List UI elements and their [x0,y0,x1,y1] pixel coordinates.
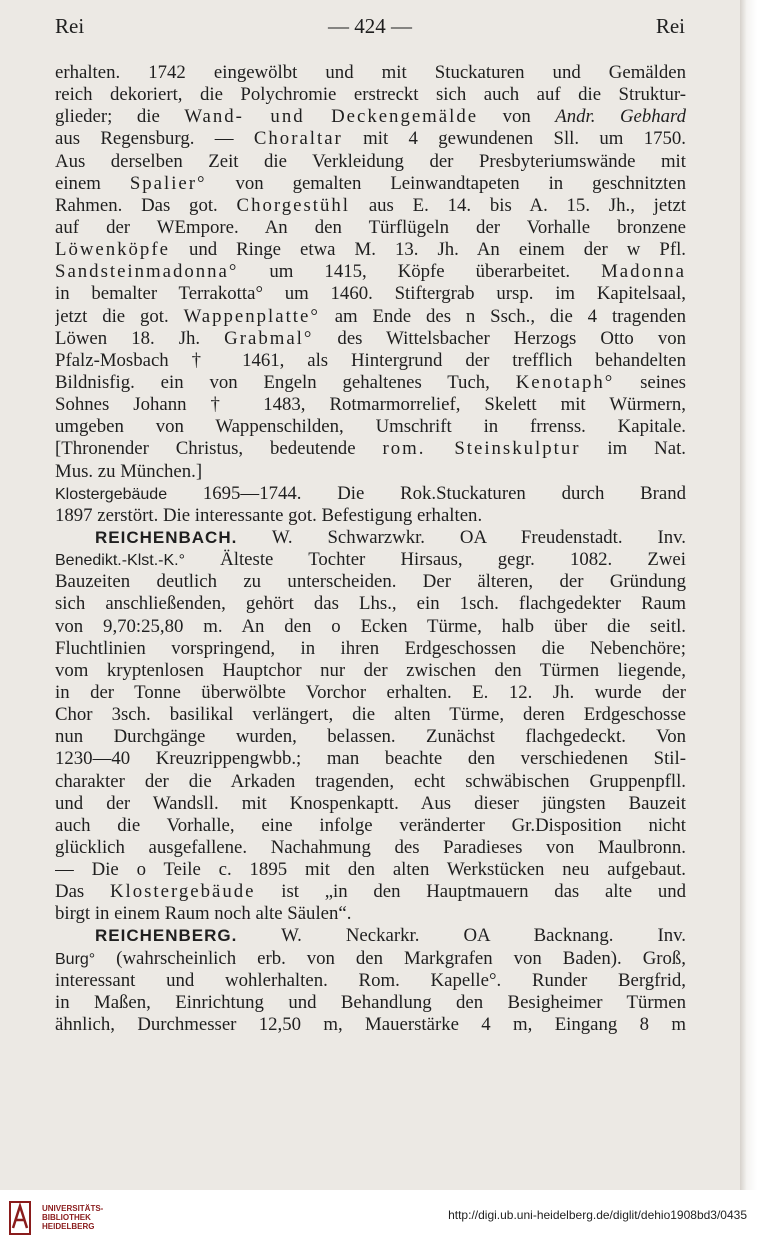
text-run: [Thronender Christus, bedeutende [55,438,383,460]
text-line [55,84,686,106]
emphasis-sp: Löwenköpfe [55,239,170,261]
text-run: von 9,70:25,80 m. An den o Ecken Türme, halb über die seitl. [55,615,686,637]
text-run: Bildnisfig. ein von Engeln gehaltenes Tuch, [55,371,516,393]
text-run: vom kryptenlosen Hauptchor nur der zwischen den Türmen liegende, [55,659,686,681]
text-line [55,527,686,549]
emphasis-sp: Klostergebäude [109,881,256,903]
text-run: seines [614,371,686,393]
text-run: 1897 zerstört. Die interessante got. Befestigung erhalten. [55,504,483,526]
text-line [55,128,686,150]
text-run: reich dekoriert, die Polychromie erstreckt sich auch auf die Struktur- [55,84,686,106]
text-line [55,970,686,992]
text-run: erhalten. 1742 eingewölbt und mit Stuckaturen und Gemälden [55,62,686,83]
text-run: aus E. 14. bis A. 15. Jh., jetzt [350,194,686,216]
text-line [55,106,686,128]
text-line [55,239,686,261]
emphasis-sans: Burg° [55,950,96,968]
text-run: des Wittelsbacher Herzogs Otto von [313,327,686,349]
body-text [55,62,686,1036]
text-run: Älteste Tochter Hirsaus, gegr. 1082. Zwei [185,549,686,571]
emphasis-hd: REICHENBERG. [95,926,238,946]
text-line [55,793,686,815]
text-line [55,461,686,483]
text-line [55,593,686,615]
text-line [55,992,686,1014]
text-run: von gemalten Leinwandtapeten in geschnitzten [206,172,686,194]
emphasis-sp: Grabmal° [224,327,314,349]
text-run: 1695—1744. Die Rok.Stuckaturen durch Brand [167,482,686,504]
header-left: Rei [55,14,85,38]
text-line [55,837,686,859]
emphasis-sp: Sandsteinmadonna° [55,261,239,283]
text-line [55,438,686,460]
text-run: Löwen 18. Jh. [55,327,225,349]
text-run: glieder; die [55,106,185,128]
text-run: interessant und wohlerhalten. Rom. Kapelle°. Runder Bergfrid, [55,969,686,991]
text-line [55,881,686,903]
text-line [55,306,686,328]
library-logo-icon [8,1200,32,1236]
text-line [55,328,686,350]
text-line [55,549,686,571]
text-run: um 1415, Köpfe überarbeitet. [238,261,602,283]
text-run: glücklich ausgefallene. Nachahmung des Paradieses von Maulbronn. [55,836,686,858]
text-run: in bemalter Terrakotta° um 1460. Stiftergrab ursp. im Kapitelsaal, [55,283,686,305]
text-run: Bauzeiten deutlich zu unterscheiden. Der älteren, der Gründung [55,571,686,593]
emphasis-sp: Wappenplatte° [183,305,320,327]
header-right: Rei [655,14,685,38]
text-run: aus Regensburg. — [55,128,254,150]
text-run: Sohnes Johann † 1483, Rotmarmorrelief, Skelett mit Würmern, [55,394,686,416]
page-number: — 424 — [328,14,412,38]
text-line [55,483,686,505]
text-run: in Maßen, Einrichtung und Behandlung den Besigheimer Türmen [55,991,686,1013]
emphasis-it: Andr. Gebhard [555,106,686,128]
text-line [55,726,686,748]
page-edge [740,0,757,1190]
library-name-line: UNIVERSITÄTS- [42,1204,104,1213]
text-run: Pfalz-Mosbach † 1461, als Hintergrund der trefflich behandelten [55,349,686,371]
text-run: einem [55,172,130,194]
text-run: und Ringe etwa M. 13. Jh. An einem der w Pfl. [169,239,686,261]
text-run: 1230—40 Kreuzrippengwbb.; man beachte den verschiedenen Stil- [55,748,686,770]
emphasis-sp: Choraltar [253,128,343,150]
text-line [55,616,686,638]
emphasis-sp: Spalier° [129,172,207,194]
emphasis-sans: Klostergebäude [55,485,168,503]
emphasis-sp: Madonna [601,261,686,283]
text-line [55,261,686,283]
running-header [55,14,685,44]
text-line [55,151,686,173]
text-run: und der Wandsll. mit Knospenkaptt. Aus dieser jüngsten Bauzeit [55,792,686,814]
text-line [55,195,686,217]
text-line [55,217,686,239]
text-line [55,173,686,195]
emphasis-sp: Kenotaph° [515,371,615,393]
emphasis-sans: Benedikt.-Klst.-K.° [55,552,185,570]
text-line [55,1014,686,1036]
text-line [55,660,686,682]
text-line [55,416,686,438]
text-run: Aus derselben Zeit die Verkleidung der Presbyteriumswände mit [55,150,686,172]
text-run: W. Neckarkr. OA Backnang. Inv. [237,925,686,947]
library-name-line: HEIDELBERG [42,1222,95,1231]
emphasis-hd: REICHENBACH. [95,527,238,547]
source-url-link[interactable]: http://digi.ub.uni-heidelberg.de/diglit/dehio1908bd3/0435 [448,1208,747,1222]
text-run: nun Durchgänge wurden, belassen. Zunächst flachgedeckt. Von [55,726,686,748]
text-run: birgt in einem Raum noch alte Säulen“. [55,903,352,925]
emphasis-sp: rom. Steinskulptur [382,438,581,460]
text-line [55,771,686,793]
text-run: Chor 3sch. basilikal verlängert, die alten Türme, deren Erdgeschosse [55,704,686,726]
text-run: in der Tonne überwölbte Vorchor erhalten. E. 12. Jh. wurde der [55,681,686,703]
library-name-line: BIBLIOTHEK [42,1213,91,1222]
text-line [55,859,686,881]
text-line [55,948,686,970]
text-run: ähnlich, Durchmesser 12,50 m, Mauerstärke 4 m, Eingang 8 m [55,1014,686,1036]
emphasis-sp: Chorgestühl [236,194,351,216]
text-line [55,704,686,726]
text-run: umgeben von Wappenschilden, Umschrift in frrenss. Kapitale. [55,416,686,438]
text-run: auf der WEmpore. An den Türflügeln der Vorhalle bronzene [55,216,686,238]
text-run: Rahmen. Das got. [55,194,237,216]
text-line [55,505,686,527]
text-line [55,815,686,837]
text-line [55,350,686,372]
library-name [42,1204,103,1231]
text-run: Fluchtlinien vorspringend, in ihren Erdgeschossen die Nebenchöre; [55,637,686,659]
text-run: am Ende des n Ssch., die 4 tragenden [319,305,686,327]
text-line [55,925,686,947]
text-run: von [478,106,556,128]
text-line [55,638,686,660]
text-run: mit 4 gewundenen Sll. um 1750. [342,128,686,150]
text-run: (wahrscheinlich erb. von den Markgrafen von Baden). Groß, [95,947,686,969]
text-run: Das [55,881,110,903]
text-run: W. Schwarzwkr. OA Freudenstadt. Inv. [237,526,686,548]
emphasis-sp: Wand- und Deckengemälde [184,106,479,128]
text-run: im Nat. [580,438,686,460]
text-line [55,748,686,770]
text-line [55,903,686,925]
text-line [55,62,686,84]
text-line [55,372,686,394]
text-run: auch die Vorhalle, eine infolge veränderter Gr.Disposition nicht [55,814,686,836]
text-line [55,571,686,593]
text-run: charakter der die Arkaden tragenden, echt schwäbischen Gruppenpfll. [55,770,686,792]
text-run: jetzt die got. [55,305,184,327]
text-line [55,394,686,416]
text-line [55,283,686,305]
text-run: Mus. zu München.] [55,460,203,482]
text-run: — Die o Teile c. 1895 mit den alten Werkstücken neu aufgebaut. [55,859,686,881]
footer [0,1190,757,1248]
text-line [55,682,686,704]
text-run: sich anschließenden, gehört das Lhs., ein 1sch. flachgedekter Raum [55,593,686,615]
text-run: ist „in den Hauptmauern das alte und [255,881,686,903]
